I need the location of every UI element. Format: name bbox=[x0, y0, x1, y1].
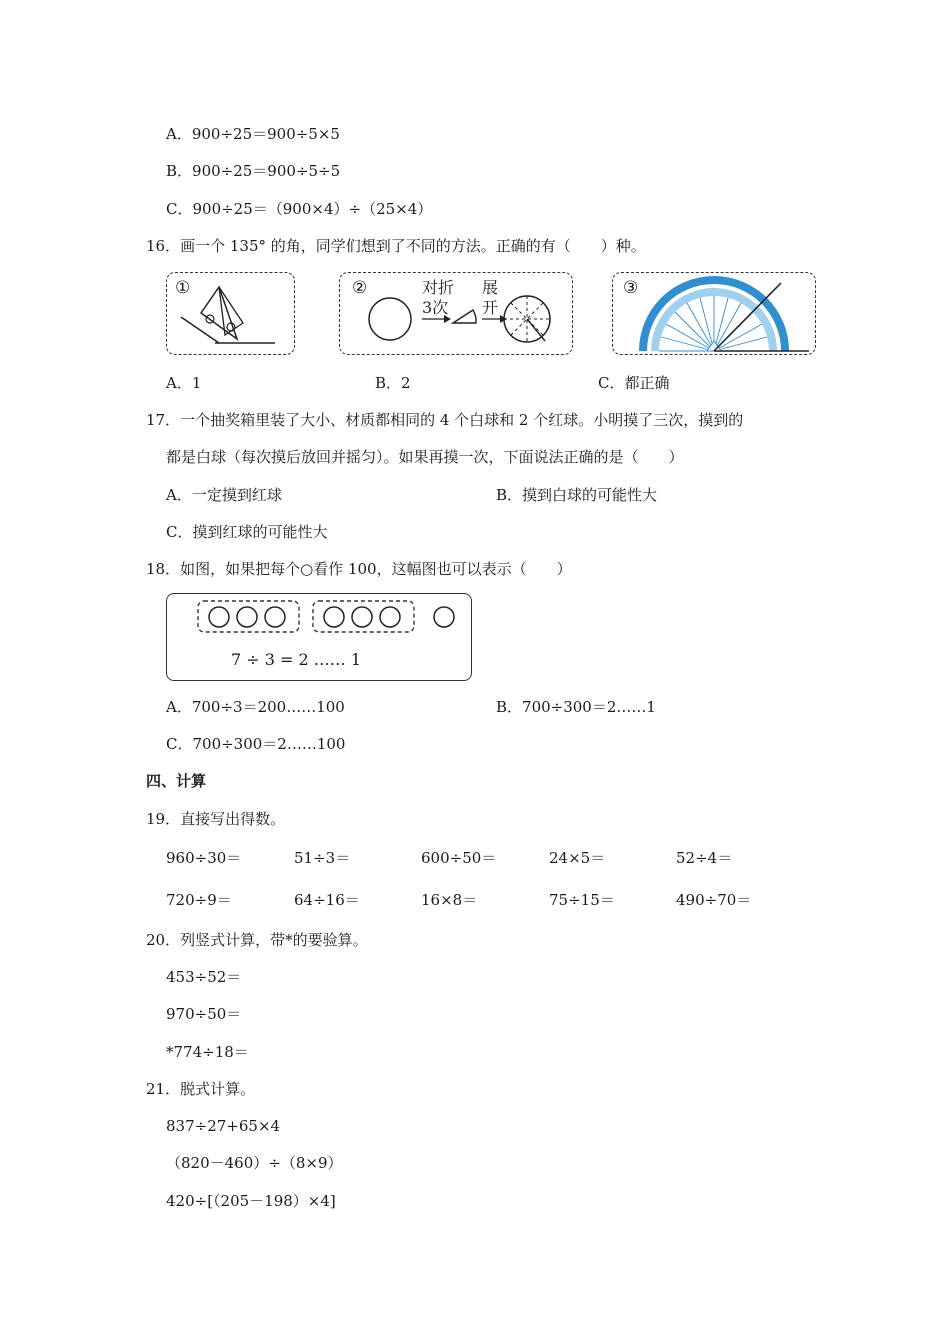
q19-item: 16×8＝ bbox=[421, 891, 478, 909]
fold-text: 对折 bbox=[422, 278, 455, 297]
q19-item: 960÷30＝ bbox=[166, 849, 242, 867]
q19-item: 64÷16＝ bbox=[294, 891, 360, 909]
unfold-bottom-text: 开 bbox=[482, 298, 499, 317]
q18-equation: 7 ÷ 3 = 2 …… 1 bbox=[231, 650, 362, 669]
q17-option-b: B．摸到白球的可能性大 bbox=[496, 486, 658, 504]
q20-item: 970÷50＝ bbox=[166, 1005, 242, 1023]
q21-stem: 21．脱式计算。 bbox=[146, 1080, 256, 1098]
q17-option-c: C．摸到红球的可能性大 bbox=[166, 523, 328, 541]
circle-icon bbox=[237, 607, 257, 627]
q19-item: 75÷15＝ bbox=[549, 891, 615, 909]
q16-figure-3 bbox=[612, 272, 816, 355]
q19-stem: 19．直接写出得数。 bbox=[146, 810, 286, 828]
q19-item: 51÷3＝ bbox=[294, 849, 351, 867]
fold-circle-drawing bbox=[340, 273, 572, 354]
q19-item: 24×5＝ bbox=[549, 849, 606, 867]
paper-circle bbox=[369, 298, 411, 340]
remainder-circle-icon bbox=[434, 607, 454, 627]
set-square-drawing bbox=[167, 273, 294, 354]
q17-stem-line-1: 17．一个抽奖箱里装了大小、材质都相同的 4 个白球和 2 个红球。小明摸了三次，摸到的 bbox=[146, 411, 744, 429]
q16-option-b: B．2 bbox=[375, 374, 411, 392]
q16-option-a: A．1 bbox=[166, 374, 202, 392]
q15-option-b: B．900÷25＝900÷5÷5 bbox=[166, 162, 341, 180]
circle-icon bbox=[380, 607, 400, 627]
figure-1-number: ① bbox=[175, 278, 191, 298]
q19-item: 600÷50＝ bbox=[421, 849, 497, 867]
q21-item: 420÷[（205－198）×4] bbox=[166, 1192, 336, 1210]
circle-icon bbox=[265, 607, 285, 627]
circle-icon bbox=[324, 607, 344, 627]
q19-item: 490÷70＝ bbox=[676, 891, 752, 909]
times-text: 3次 bbox=[422, 298, 449, 317]
q18-option-a: A．700÷3＝200……100 bbox=[166, 698, 345, 716]
q16-figure-1 bbox=[166, 272, 295, 355]
unfold-top-text: 展 bbox=[482, 278, 499, 297]
figure-3-number: ③ bbox=[623, 278, 639, 298]
q16-option-c: C．都正确 bbox=[598, 374, 670, 392]
q15-option-c: C．900÷25＝（900×4）÷（25×4） bbox=[166, 200, 433, 218]
figure-2-number: ② bbox=[352, 278, 368, 298]
section-4-title: 四、计算 bbox=[146, 772, 207, 790]
q18-stem: 18．如图，如果把每个○看作 100，这幅图也可以表示（ ） bbox=[146, 560, 572, 578]
protractor-drawing bbox=[613, 273, 815, 354]
q20-item: 453÷52＝ bbox=[166, 968, 242, 986]
folded-sector bbox=[453, 310, 476, 323]
q18-option-b: B．700÷300＝2……1 bbox=[496, 698, 656, 716]
q16-figure-2 bbox=[339, 272, 573, 355]
q15-option-a: A．900÷25＝900÷5×5 bbox=[166, 125, 340, 143]
q17-stem-line-2: 都是白球（每次摸后放回并摇匀）。如果再摸一次，下面说法正确的是（ ） bbox=[166, 448, 684, 466]
q21-item: （820－460）÷（8×9） bbox=[166, 1154, 343, 1172]
q18-option-c: C．700÷300＝2……100 bbox=[166, 735, 346, 753]
q21-item: 837÷27+65×4 bbox=[166, 1117, 281, 1135]
q19-item: 52÷4＝ bbox=[676, 849, 733, 867]
q16-stem: 16．画一个 135° 的角，同学们想到了不同的方法。正确的有（ ）种。 bbox=[146, 237, 646, 255]
q18-figure bbox=[166, 593, 472, 681]
circle-icon bbox=[352, 607, 372, 627]
q19-item: 720÷9＝ bbox=[166, 891, 232, 909]
q20-item: *774÷18＝ bbox=[166, 1043, 249, 1061]
q20-stem: 20．列竖式计算，带*的要验算。 bbox=[146, 931, 368, 949]
circle-icon bbox=[209, 607, 229, 627]
q17-option-a: A．一定摸到红球 bbox=[166, 486, 282, 504]
